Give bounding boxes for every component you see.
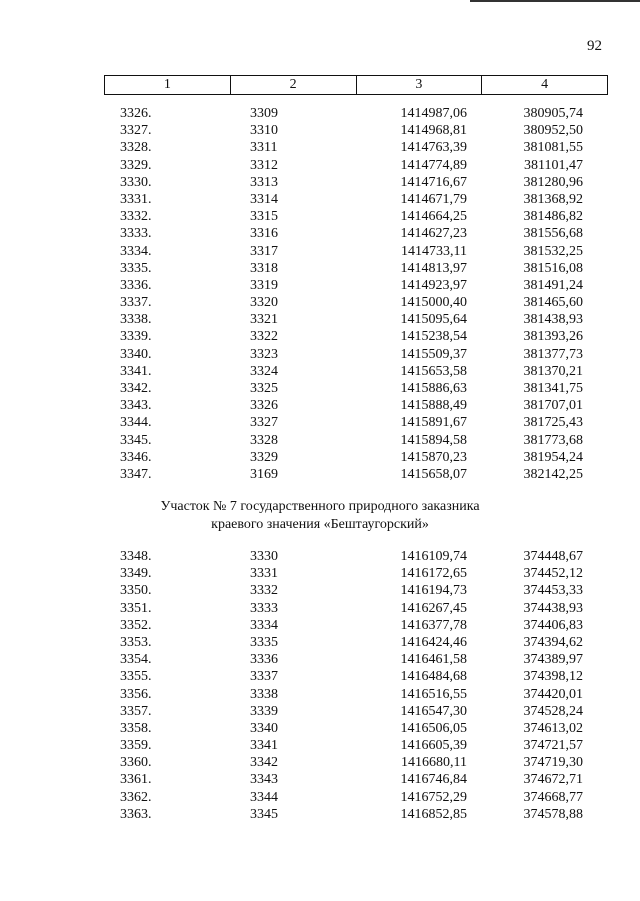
x-coordinate: 1414627,23	[400, 226, 467, 242]
row-number: 3346.	[120, 449, 152, 465]
y-coordinate: 382142,25	[523, 466, 583, 482]
point-number: 3309	[250, 106, 278, 121]
row-number: 3337.	[120, 295, 152, 311]
table-row	[0, 346, 640, 363]
row-number: 3357.	[120, 703, 152, 719]
coordinates-block-1	[0, 105, 640, 483]
y-coordinate: 374719,30	[523, 755, 583, 771]
x-coordinate: 1414671,79	[400, 191, 467, 207]
x-coordinate: 1415894,58	[400, 432, 467, 448]
row-number: 3350.	[120, 583, 152, 599]
table-row	[0, 208, 640, 225]
row-number: 3360.	[120, 755, 152, 771]
x-coordinate: 1416424,46	[400, 634, 467, 650]
row-number: 3341.	[120, 363, 152, 379]
table-row	[0, 363, 640, 380]
row-number: 3330.	[120, 174, 152, 190]
x-coordinate: 1414968,81	[400, 123, 467, 139]
table-row	[0, 771, 640, 788]
point-number: 3310	[250, 123, 278, 139]
row-number: 3338.	[120, 312, 152, 328]
row-number: 3358.	[120, 720, 152, 736]
table-row	[0, 668, 640, 685]
y-coordinate: 381438,93	[523, 312, 583, 328]
point-number: 3318	[250, 260, 278, 276]
y-coordinate: 380952,50	[523, 123, 583, 139]
x-coordinate: 1416752,29	[400, 789, 467, 805]
row-number: 3344.	[120, 415, 152, 431]
section-heading-line-1: Участок № 7 государственного природного заказника	[160, 499, 480, 514]
section-heading	[60, 498, 580, 534]
point-number: 3328	[250, 432, 278, 448]
y-coordinate: 381368,92	[523, 191, 583, 207]
row-number: 3353.	[120, 634, 152, 650]
x-coordinate: 1414987,06	[400, 106, 467, 121]
point-number: 3320	[250, 295, 278, 311]
table-row	[0, 414, 640, 431]
row-number: 3351.	[120, 600, 152, 616]
x-coordinate: 1415886,63	[400, 381, 467, 396]
point-number: 3339	[250, 703, 278, 719]
x-coordinate: 1416194,73	[400, 583, 467, 599]
table-row	[0, 260, 640, 277]
x-coordinate: 1415891,67	[400, 415, 467, 431]
table-row	[0, 432, 640, 449]
row-number: 3333.	[120, 226, 152, 242]
row-number: 3362.	[120, 789, 152, 805]
x-coordinate: 1414923,97	[400, 277, 467, 293]
table-row	[0, 789, 640, 806]
y-coordinate: 381101,47	[524, 157, 583, 173]
x-coordinate: 1416377,78	[400, 617, 467, 633]
x-coordinate: 1416547,30	[400, 703, 467, 719]
column-header-3: 3	[356, 76, 482, 95]
point-number: 3327	[250, 415, 278, 431]
point-number: 3325	[250, 381, 278, 396]
point-number: 3332	[250, 583, 278, 599]
column-header-2: 2	[230, 76, 356, 95]
table-row	[0, 754, 640, 771]
y-coordinate: 381491,24	[523, 277, 583, 293]
x-coordinate: 1416461,58	[400, 652, 467, 668]
y-coordinate: 381377,73	[523, 346, 583, 362]
y-coordinate: 381393,26	[523, 329, 583, 345]
y-coordinate: 374448,67	[523, 549, 583, 564]
row-number: 3335.	[120, 260, 152, 276]
y-coordinate: 374613,02	[523, 720, 583, 736]
y-coordinate: 374420,01	[523, 686, 583, 702]
point-number: 3334	[250, 617, 278, 633]
top-edge-rule	[470, 0, 640, 2]
table-row	[0, 311, 640, 328]
table-row	[0, 294, 640, 311]
y-coordinate: 374578,88	[523, 806, 583, 822]
x-coordinate: 1415238,54	[400, 329, 467, 345]
point-number: 3314	[250, 191, 278, 207]
y-coordinate: 374668,77	[523, 789, 583, 805]
row-number: 3352.	[120, 617, 152, 633]
y-coordinate: 381341,75	[523, 381, 583, 396]
point-number: 3321	[250, 312, 278, 328]
y-coordinate: 381707,01	[523, 398, 583, 414]
table-row	[0, 703, 640, 720]
y-coordinate: 381081,55	[523, 140, 583, 156]
table-row	[0, 277, 640, 294]
x-coordinate: 1415095,64	[400, 312, 467, 328]
row-number: 3331.	[120, 191, 152, 207]
table-row	[0, 686, 640, 703]
x-coordinate: 1416680,11	[401, 755, 467, 771]
point-number: 3322	[250, 329, 278, 345]
point-number: 3324	[250, 363, 278, 379]
row-number: 3347.	[120, 466, 152, 482]
point-number: 3333	[250, 600, 278, 616]
point-number: 3336	[250, 652, 278, 668]
row-number: 3340.	[120, 346, 152, 362]
point-number: 3312	[250, 157, 278, 173]
row-number: 3363.	[120, 806, 152, 822]
point-number: 3313	[250, 174, 278, 190]
y-coordinate: 374389,97	[523, 652, 583, 668]
y-coordinate: 374394,62	[523, 634, 583, 650]
table-row	[0, 105, 640, 122]
x-coordinate: 1416746,84	[400, 772, 467, 788]
table-row	[0, 720, 640, 737]
x-coordinate: 1415000,40	[400, 295, 467, 311]
point-number: 3341	[250, 738, 278, 754]
row-number: 3336.	[120, 277, 152, 293]
y-coordinate: 374398,12	[523, 669, 583, 685]
point-number: 3319	[250, 277, 278, 293]
x-coordinate: 1414664,25	[400, 209, 467, 225]
point-number: 3315	[250, 209, 278, 225]
point-number: 3311	[250, 140, 278, 156]
x-coordinate: 1415658,07	[400, 466, 467, 482]
x-coordinate: 1415509,37	[400, 346, 467, 362]
table-row	[0, 449, 640, 466]
point-number: 3343	[250, 772, 278, 788]
table-row	[0, 139, 640, 156]
x-coordinate: 1414763,39	[400, 140, 467, 156]
table-row	[0, 466, 640, 483]
row-number: 3334.	[120, 243, 152, 259]
x-coordinate: 1414813,97	[400, 260, 467, 276]
table-row	[0, 174, 640, 191]
point-number: 3345	[250, 806, 278, 822]
table-row	[0, 582, 640, 599]
y-coordinate: 374672,71	[523, 772, 583, 788]
y-coordinate: 374406,83	[523, 617, 583, 633]
y-coordinate: 381486,82	[523, 209, 583, 225]
y-coordinate: 381954,24	[523, 449, 583, 465]
y-coordinate: 381773,68	[523, 432, 583, 448]
row-number: 3354.	[120, 652, 152, 668]
row-number: 3327.	[120, 123, 152, 139]
point-number: 3323	[250, 346, 278, 362]
point-number: 3338	[250, 686, 278, 702]
column-header-row	[105, 76, 608, 95]
table-row	[0, 617, 640, 634]
y-coordinate: 381516,08	[523, 260, 583, 276]
row-number: 3339.	[120, 329, 152, 345]
x-coordinate: 1416852,85	[400, 806, 467, 822]
row-number: 3343.	[120, 398, 152, 414]
table-row	[0, 806, 640, 823]
y-coordinate: 381725,43	[523, 415, 583, 431]
point-number: 3169	[250, 466, 278, 482]
point-number: 3329	[250, 449, 278, 465]
column-header-4: 4	[482, 76, 608, 95]
y-coordinate: 381532,25	[523, 243, 583, 259]
point-number: 3337	[250, 669, 278, 685]
row-number: 3361.	[120, 772, 152, 788]
y-coordinate: 374452,12	[523, 566, 583, 582]
x-coordinate: 1414733,11	[401, 243, 467, 259]
y-coordinate: 374438,93	[523, 600, 583, 616]
x-coordinate: 1416516,55	[400, 686, 467, 702]
x-coordinate: 1416605,39	[400, 738, 467, 754]
y-coordinate: 374453,33	[523, 583, 583, 599]
x-coordinate: 1416172,65	[400, 566, 467, 582]
table-row	[0, 380, 640, 397]
point-number: 3316	[250, 226, 278, 242]
row-number: 3332.	[120, 209, 152, 225]
point-number: 3331	[250, 566, 278, 582]
row-number: 3342.	[120, 381, 152, 396]
row-number: 3345.	[120, 432, 152, 448]
column-header-table	[104, 75, 608, 95]
row-number: 3328.	[120, 140, 152, 156]
table-row	[0, 737, 640, 754]
y-coordinate: 380905,74	[523, 106, 583, 121]
table-row	[0, 397, 640, 414]
row-number: 3326.	[120, 106, 152, 121]
row-number: 3359.	[120, 738, 152, 754]
point-number: 3342	[250, 755, 278, 771]
x-coordinate: 1416109,74	[400, 549, 467, 564]
point-number: 3330	[250, 549, 278, 564]
x-coordinate: 1415870,23	[400, 449, 467, 465]
x-coordinate: 1416267,45	[400, 600, 467, 616]
table-row	[0, 191, 640, 208]
table-row	[0, 122, 640, 139]
point-number: 3317	[250, 243, 278, 259]
column-header-1: 1	[105, 76, 231, 95]
table-row	[0, 243, 640, 260]
table-row	[0, 328, 640, 345]
row-number: 3349.	[120, 566, 152, 582]
table-row	[0, 651, 640, 668]
row-number: 3356.	[120, 686, 152, 702]
y-coordinate: 374528,24	[523, 703, 583, 719]
y-coordinate: 381280,96	[523, 174, 583, 190]
coordinates-block-2	[0, 548, 640, 823]
x-coordinate: 1414716,67	[400, 174, 467, 190]
table-row	[0, 225, 640, 242]
row-number: 3348.	[120, 549, 152, 564]
point-number: 3335	[250, 634, 278, 650]
page-number: 92	[587, 38, 602, 54]
y-coordinate: 381556,68	[523, 226, 583, 242]
y-coordinate: 381370,21	[523, 363, 583, 379]
x-coordinate: 1414774,89	[400, 157, 467, 173]
row-number: 3329.	[120, 157, 152, 173]
table-row	[0, 157, 640, 174]
table-row	[0, 634, 640, 651]
x-coordinate: 1415888,49	[400, 398, 467, 414]
row-number: 3355.	[120, 669, 152, 685]
x-coordinate: 1416484,68	[400, 669, 467, 685]
point-number: 3340	[250, 720, 278, 736]
table-row	[0, 600, 640, 617]
table-row	[0, 548, 640, 565]
point-number: 3326	[250, 398, 278, 414]
table-row	[0, 565, 640, 582]
section-heading-line-2: краевого значения «Бештаугорский»	[211, 517, 429, 532]
x-coordinate: 1415653,58	[400, 363, 467, 379]
y-coordinate: 381465,60	[523, 295, 583, 311]
y-coordinate: 374721,57	[523, 738, 583, 754]
x-coordinate: 1416506,05	[400, 720, 467, 736]
point-number: 3344	[250, 789, 278, 805]
